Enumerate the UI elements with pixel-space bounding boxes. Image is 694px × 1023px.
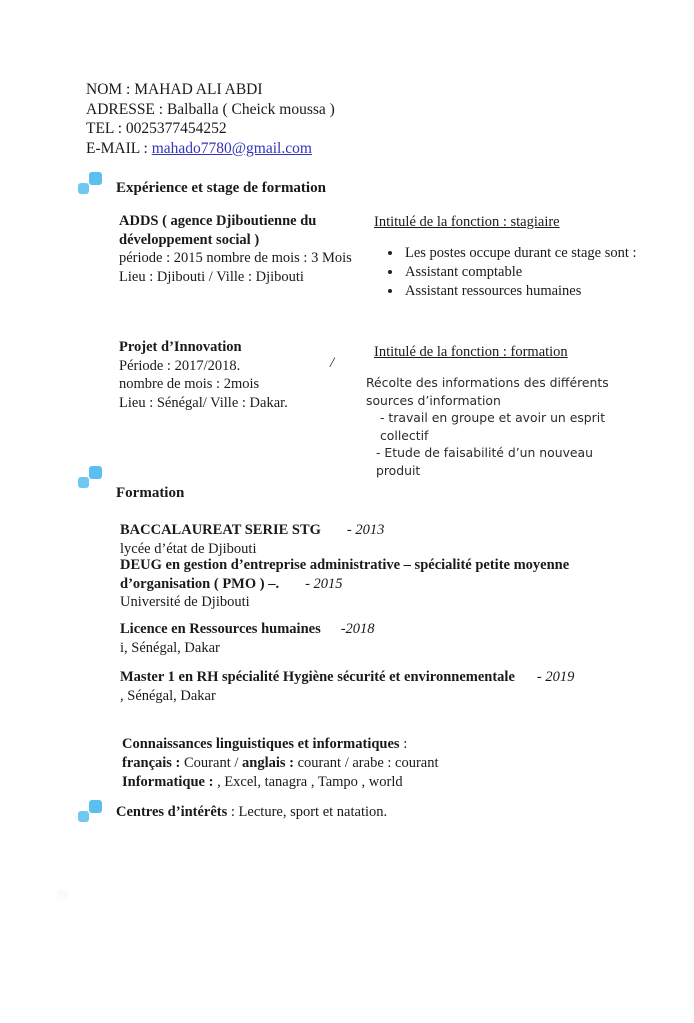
bac-institution: lycée d’état de Djibouti <box>120 540 257 557</box>
experience-entry-adds <box>119 212 369 286</box>
deug-institution: Université de Djibouti <box>120 594 250 610</box>
interests-value: : Lecture, sport et natation. <box>227 804 388 820</box>
licence-institution: i, Sénégal, Dakar <box>120 639 220 656</box>
projet-location: Lieu : Sénégal/ Ville : Dakar. <box>119 394 288 411</box>
adds-title-line-1: ADDS ( agence Djiboutienne du <box>119 213 317 229</box>
projet-period-line-1: Période : 2017/2018. <box>119 357 241 374</box>
email-link[interactable]: mahado7780@gmail.com <box>151 139 312 157</box>
licence-year: -2018 <box>340 621 375 637</box>
skills-block <box>122 735 602 792</box>
bullet-dot-icon <box>388 270 392 274</box>
marker-square-large <box>89 172 102 185</box>
language-value-french: Courant / <box>180 755 243 771</box>
languages-row <box>122 754 602 773</box>
address-line: ADRESSE : Balballa ( Cheick moussa ) <box>86 100 335 118</box>
adds-period: période : 2015 nombre de mois : 3 Mois <box>119 250 352 266</box>
section-title-formation: Formation <box>116 485 185 501</box>
adds-function-block <box>374 213 560 232</box>
list-item <box>383 263 643 282</box>
master-institution: , Sénégal, Dakar <box>120 687 216 704</box>
deug-degree-line-2: d’organisation ( PMO ) –. <box>120 575 280 592</box>
education-entry-master <box>120 668 640 705</box>
duty-text: Assistant comptable <box>405 264 523 280</box>
bullet-dot-icon <box>388 251 392 255</box>
email-line <box>86 139 335 159</box>
scan-artifact <box>57 890 68 899</box>
deug-degree-row-2 <box>120 575 600 594</box>
education-entry-deug <box>120 556 600 612</box>
language-value-english: courant / arabe : courant <box>293 755 439 771</box>
section-marker-experience <box>78 172 104 196</box>
projet-title: Projet d’Innovation <box>119 339 242 355</box>
name-line: NOM : MAHAD ALI ABDI <box>86 81 263 98</box>
stray-slash-mark: / <box>330 355 335 371</box>
it-skills-row <box>122 773 602 792</box>
it-skills-value: , Excel, tanagra , Tampo , world <box>217 774 403 790</box>
marker-square-small <box>78 477 89 488</box>
language-label-french: français : <box>122 755 181 771</box>
section-marker-interests <box>78 800 104 824</box>
skills-heading: Connaissances linguistiques et informatiques <box>122 736 400 752</box>
bac-degree-row <box>120 521 600 540</box>
licence-degree-row <box>120 620 600 639</box>
marker-square-small <box>78 811 89 822</box>
marker-square-large <box>89 800 102 813</box>
skills-heading-row <box>122 735 602 754</box>
bac-degree: BACCALAUREAT SERIE STG <box>120 522 321 538</box>
bullet-dot-icon <box>388 289 392 293</box>
master-degree: Master 1 en RH spécialité Hygiène sécurité et environnementale <box>120 669 515 685</box>
duty-text: Les postes occupe durant ce stage sont : <box>405 245 637 261</box>
section-marker-formation <box>78 466 104 490</box>
master-degree-row <box>120 668 640 687</box>
education-entry-licence <box>120 620 600 657</box>
deug-year: - 2015 <box>305 575 343 592</box>
language-label-english: anglais : <box>242 755 294 771</box>
interests-row <box>116 804 387 821</box>
projet-note-line-1: Récolte des informations des différents <box>366 375 609 390</box>
section-title-experience: Expérience et stage de formation <box>116 180 326 196</box>
master-year: - 2019 <box>536 669 575 685</box>
experience-entry-projet-innovation <box>119 338 369 412</box>
list-item <box>383 282 643 301</box>
adds-location: Lieu : Djibouti / Ville : Djibouti <box>119 268 304 285</box>
projet-note-line-3: - travail en groupe et avoir un esprit collectif <box>380 410 606 443</box>
interests-label: Centres d’intérêts <box>116 804 228 820</box>
deug-degree-line-1: DEUG en gestion d’entreprise administrative – spécialité petite moyenne <box>120 557 570 573</box>
duty-text: Assistant ressources humaines <box>405 283 582 299</box>
projet-notes <box>366 374 636 479</box>
phone-line: TEL : 0025377454252 <box>86 120 227 137</box>
projet-function-block <box>374 343 568 362</box>
bac-year: - 2013 <box>346 522 385 538</box>
list-item <box>383 244 643 263</box>
it-skills-label: Informatique : <box>122 774 218 790</box>
education-entry-bac <box>120 521 600 558</box>
licence-degree: Licence en Ressources humaines <box>120 621 321 637</box>
adds-title-line-2: développement social ) <box>119 231 260 248</box>
marker-square-large <box>89 466 102 479</box>
projet-note-line-4: - Etude de faisabilité d’un nouveau produit <box>376 445 593 478</box>
projet-period-line-2: nombre de mois : 2mois <box>119 376 260 392</box>
adds-duties-list <box>383 244 643 301</box>
projet-function-label: Intitulé de la fonction : formation <box>374 344 568 360</box>
email-label: E-MAIL : <box>86 139 152 157</box>
skills-heading-suffix: : <box>399 736 408 752</box>
contact-header <box>86 80 335 158</box>
marker-square-small <box>78 183 89 194</box>
adds-function-label: Intitulé de la fonction : stagiaire <box>374 214 560 230</box>
projet-note-line-2: sources d’information <box>366 392 501 408</box>
